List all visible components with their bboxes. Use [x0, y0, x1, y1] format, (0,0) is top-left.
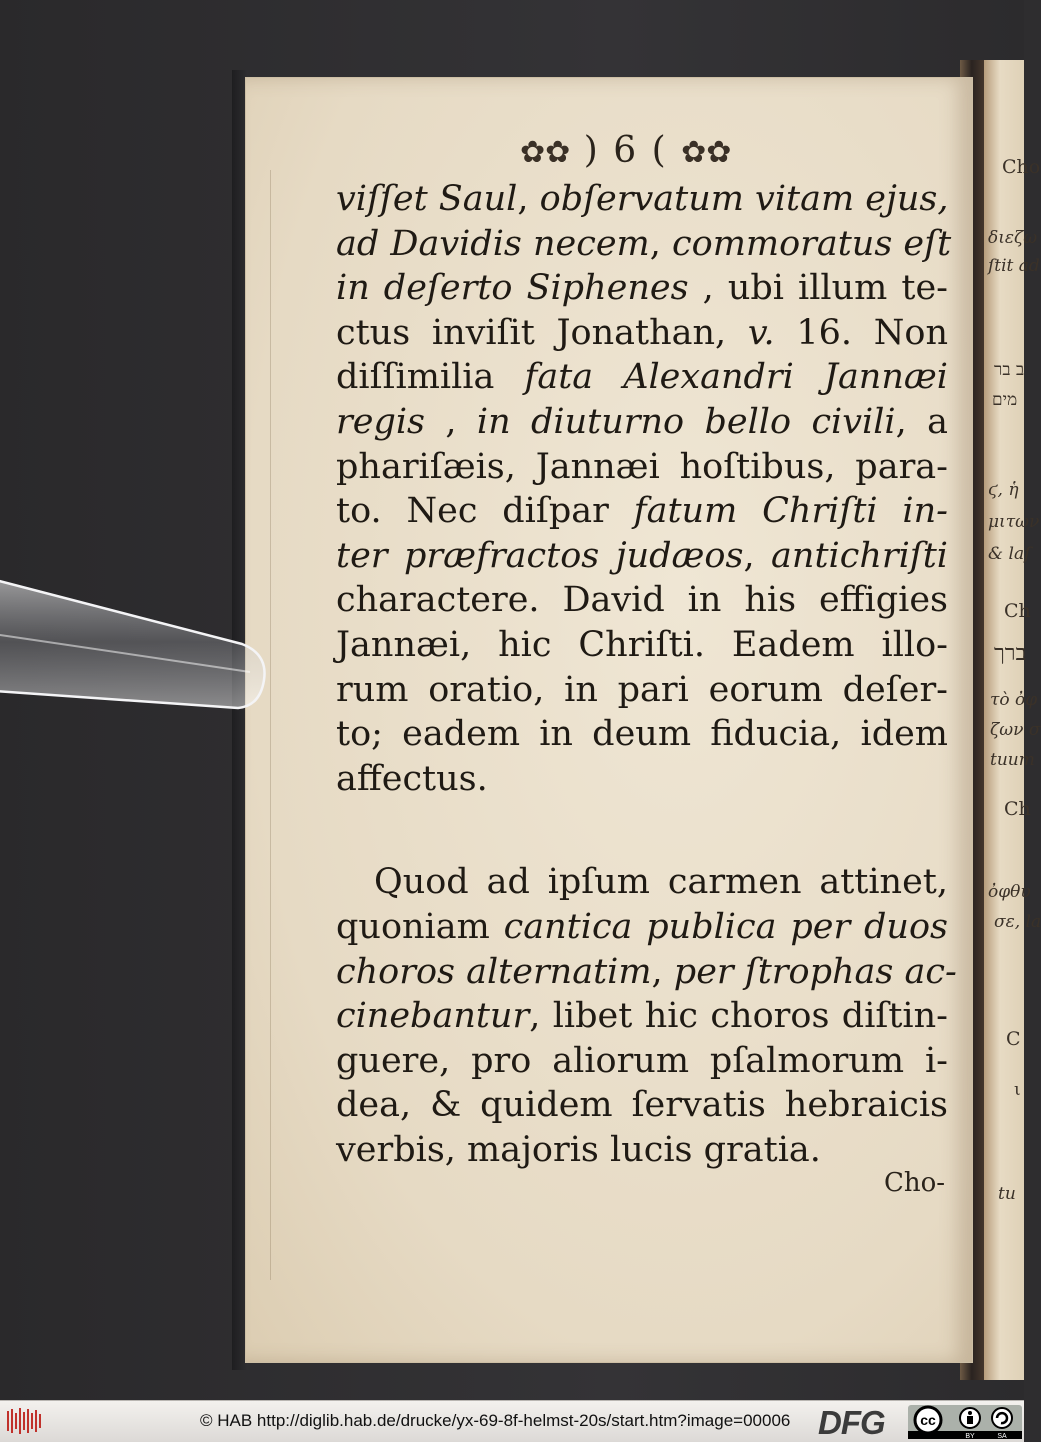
text-line — [336, 712, 948, 757]
next-page-fragment: Cho — [1002, 156, 1041, 178]
text-run: verbis, majoris lucis gratia. — [336, 1129, 821, 1170]
text-line — [336, 950, 957, 995]
text-run: ter præfractos judæos — [336, 535, 744, 576]
text-run: phariſæis, Jannæi hoſtibus, para- — [336, 446, 948, 487]
next-page-fragment: διεζω — [988, 228, 1038, 248]
text-run: dea, & quidem ſervatis hebraicis — [336, 1085, 948, 1126]
next-page-fragment: tu — [998, 1184, 1016, 1204]
text-run: fata Alexandri Jannæi — [524, 357, 948, 398]
next-page-fragment: C — [1006, 1028, 1021, 1050]
paragraph-1 — [336, 177, 952, 801]
text-run: , a — [895, 401, 948, 442]
text-run: Quod ad ipſum carmen attinet, — [374, 862, 948, 903]
next-page-fragment: tuum — [990, 750, 1035, 770]
text-line — [336, 177, 948, 222]
next-page-fragment: ζων σ — [990, 720, 1041, 740]
text-run: ad Davidis necem — [336, 223, 650, 264]
next-page-fragment: ϛ, ἡ — [988, 480, 1019, 500]
text-line — [336, 311, 948, 356]
text-run: , — [743, 535, 772, 576]
text-line — [336, 623, 948, 668]
text-run: viſſet Saul — [336, 179, 518, 219]
text-run: to. Nec diſpar — [336, 491, 634, 532]
next-page-fragment: ι — [1014, 1080, 1021, 1100]
text-line — [336, 489, 948, 534]
next-page-fragment: מים — [992, 390, 1018, 410]
next-page-fragment: Ch — [1004, 798, 1031, 820]
catchword: Cho- — [884, 1168, 946, 1198]
text-run: commoratus eſt — [672, 223, 952, 264]
text-run: , libet hic choros diſtin- — [529, 996, 948, 1037]
next-page-fragment: ב בר — [994, 360, 1025, 380]
text-run: charactere. David in his effigies — [336, 580, 948, 621]
text-run: , — [649, 223, 673, 264]
dfg-logo[interactable]: DFG — [818, 1404, 885, 1441]
text-run: , ubi illum te- — [688, 268, 948, 309]
text-run: , — [651, 951, 674, 992]
text-run: guere, pro aliorum pſalmorum i- — [336, 1040, 948, 1081]
text-run: rum oratio, in pari eorum deſer- — [336, 669, 948, 710]
text-run: cinebantur — [336, 996, 530, 1037]
ornament-right: ✿✿ — [681, 135, 732, 170]
text-line — [336, 668, 948, 713]
text-run: ctus inviſit Jonathan, — [336, 312, 748, 353]
text-line — [336, 994, 948, 1039]
text-run: diſſimilia — [336, 357, 525, 398]
library-logo-icon — [6, 1407, 44, 1435]
viewer-footer — [0, 1400, 1024, 1442]
glass-page-holder — [0, 572, 280, 732]
text-run: Jannæi, hic Chriſti. Eadem illo- — [336, 624, 948, 665]
text-line — [336, 757, 948, 802]
by-label: BY — [965, 1433, 975, 1440]
page-number: ) 6 ( — [583, 130, 668, 171]
text-run: , — [517, 179, 540, 219]
text-run: obſervatum vitam ejus, — [539, 179, 949, 219]
text-line — [336, 1128, 948, 1173]
text-line — [336, 905, 948, 950]
next-page-fragment: ὀφθυ — [988, 882, 1031, 902]
next-page-fragment: σε, la — [994, 912, 1041, 932]
paragraph-2 — [336, 860, 957, 1172]
page-body — [336, 177, 957, 1172]
text-line — [336, 400, 948, 445]
text-run: per ſtrophas ac- — [673, 951, 957, 992]
page-header — [520, 130, 731, 171]
text-run: in diuturno bello civili — [476, 401, 896, 442]
text-line — [336, 266, 948, 311]
text-line — [336, 1083, 948, 1128]
text-line — [336, 860, 948, 905]
text-line — [336, 1039, 948, 1084]
next-page-fragment: μιτων — [988, 512, 1040, 532]
text-line — [336, 578, 948, 623]
next-page-fragment: ſtit ad — [988, 256, 1040, 276]
ornament-left: ✿✿ — [520, 135, 571, 170]
text-run: fatum Chriſti in- — [633, 491, 948, 532]
next-page-edge — [984, 60, 1041, 1380]
text-line — [336, 355, 948, 400]
next-page-fragment: & laſ — [988, 544, 1031, 564]
sa-label: SA — [997, 1433, 1007, 1440]
text-run: , — [425, 401, 477, 442]
next-page-fragment: Ch — [1004, 600, 1031, 622]
text-run: quoniam — [336, 906, 504, 947]
text-run: antichriſti — [771, 535, 948, 576]
cc-label: cc — [920, 1412, 936, 1428]
text-run: cantica publica per duos — [503, 906, 949, 947]
text-run: to; eadem in deum fiducia, idem — [336, 714, 948, 755]
text-run: v. — [747, 312, 775, 353]
text-line — [336, 534, 948, 579]
text-run: regis — [336, 401, 426, 442]
copyright-link[interactable]: © HAB http://diglib.hab.de/drucke/yx-69-8f-helmst-20s/start.htm?image=00006 — [200, 1411, 791, 1430]
next-page-fragment: ברך — [994, 641, 1027, 666]
text-run: choros alternatim — [336, 951, 652, 992]
next-page-fragment: τὸ ὀφ — [990, 690, 1038, 710]
text-line — [336, 445, 948, 490]
text-run: affectus. — [336, 758, 488, 799]
text-run: in deſerto Siphenes — [336, 268, 689, 309]
text-run: 16. Non — [774, 312, 948, 353]
text-line — [336, 222, 952, 267]
cc-license-icon[interactable] — [908, 1405, 1022, 1439]
